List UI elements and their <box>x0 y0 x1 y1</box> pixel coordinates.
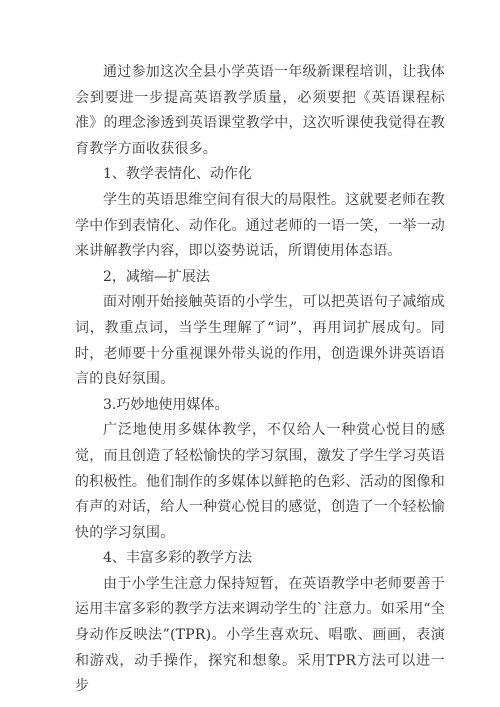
section-heading-4: 4、丰富多彩的教学方法 <box>103 550 252 567</box>
section-1-paragraph: 学生的英语思维空间有很大的局限性。这就要老师在教学中作到表情化、动作化。通过老师的一语一笑，一举一动来讲解教学内容，即以姿势说话，所谓使用体态语。 <box>75 191 445 260</box>
intro-paragraph: 通过参加这次全县小学英语一年级新课程培训，让我体会到要进一步提高英语教学质量，必须要把《英语课程标准》的理念渗透到英语课堂教学中，这次听课使我觉得在教育教学方面收获很多。 <box>75 64 445 157</box>
section-heading-3: 3.巧妙地使用媒体。 <box>103 396 229 413</box>
section-heading-2: 2，减缩—扩展法 <box>103 268 210 285</box>
section-3-paragraph: 广泛地使用多媒体教学，不仅给人一种赏心悦目的感觉，而且创造了轻松愉快的学习氛围，激发了学生学习英语的积极性。他们制作的多媒体以鲜艳的色彩、活动的图像和有声的对话，给人一种赏心悦目的感觉，创造了一个轻松愉快的学习氛围。 <box>75 422 445 541</box>
section-heading-1: 1、教学表情化、动作化 <box>103 166 252 183</box>
section-4-paragraph: 由于小学生注意力保持短暂，在英语教学中老师要善于运用丰富多彩的教学方法来调动学生的`注意力。如采用“全身动作反映法”(TPR)。小学生喜欢玩、唱歌、画画，表演和游戏，动手操作，探究和想象。采用TPR方法可以进一步 <box>75 575 445 695</box>
document-body <box>75 60 445 700</box>
section-2-paragraph: 面对刚开始接触英语的小学生，可以把英语句子减缩成词，教重点词，当学生理解了“词”，再用词扩展成句。同时，老师要十分重视课外带头说的作用，创造课外讲英语语言的良好氛围。 <box>75 294 445 388</box>
